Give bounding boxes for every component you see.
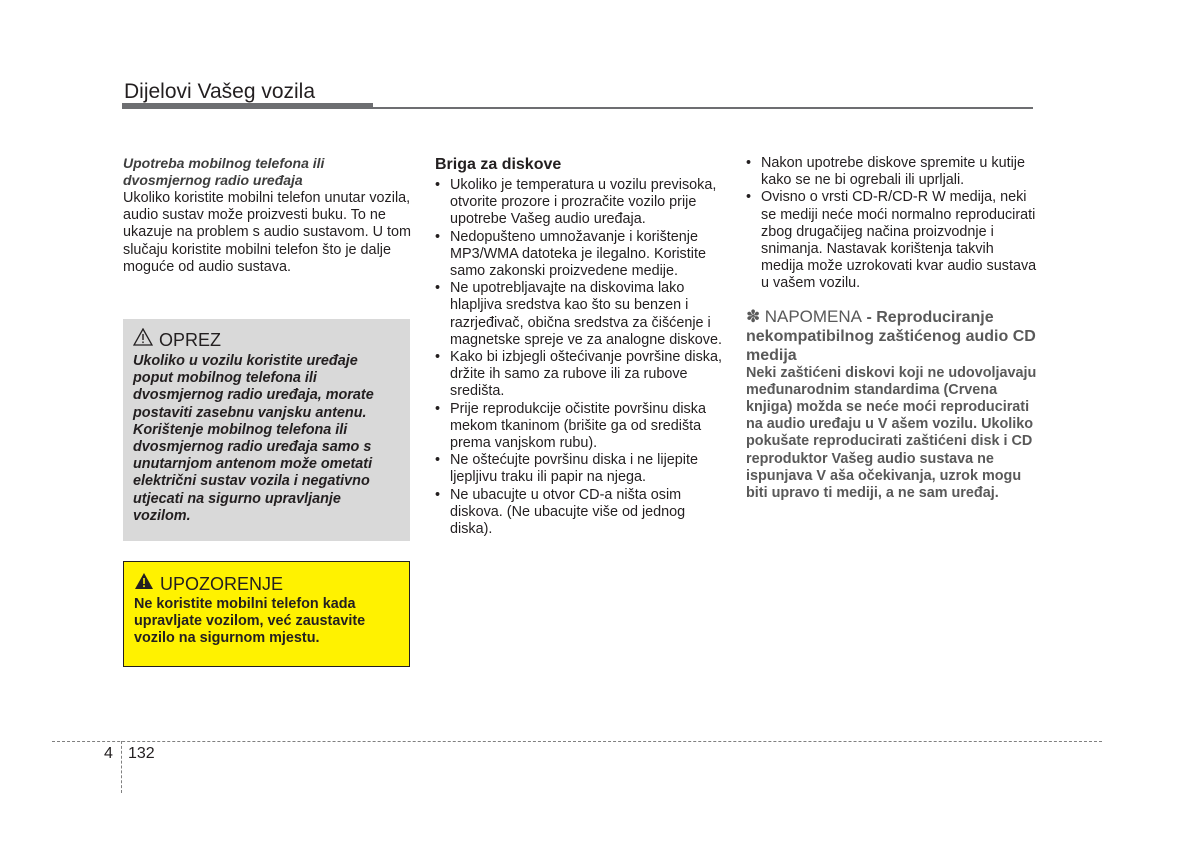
- caution-text: Ukoliko u vozilu koristite uređaje poput mobilnog telefona ili dvosmjernog radio uređaja, morate postaviti zasebnu vanjsku antenu. Korištenje mobilnog telefona ili dvosmjernog radio uređaja samo s unutarnjom antenom može ometati električni sustav vozila i negativno utjecati na sigurno upravljanje vozilom.: [133, 353, 374, 524]
- warning-triangle-icon: [134, 572, 160, 595]
- bullet: •: [435, 228, 441, 245]
- note-title: Reproduciranje nekompatibilnog zaštićenog audio CD medija: [746, 308, 1036, 364]
- footer-dashed-rule: [52, 741, 1102, 742]
- column-left: [123, 155, 413, 276]
- list-item: • Ne oštećujte površinu diska i ne lijepite ljepljivu traku ili papir na njega.: [435, 452, 698, 486]
- body-paragraph: Ukoliko koristite mobilni telefon unutar vozila, audio sustav može proizvesti buku. To ne ukazuje na problem s audio sustavom. U tom slučaju koristite mobilni telefon što je dalje moguće od audio sustava.: [123, 190, 411, 275]
- note-block: [746, 307, 1038, 503]
- header-rule-thick: [122, 103, 373, 109]
- note-symbol-icon: ✽: [746, 306, 761, 326]
- bullet: •: [435, 400, 441, 417]
- bullet: •: [435, 280, 441, 297]
- section-subheading: Upotreba mobilnog telefona ili dvosmjernog radio uređaja: [123, 155, 325, 188]
- bullet: •: [746, 189, 752, 206]
- bullet: •: [435, 452, 441, 469]
- warning-text: Ne koristite mobilni telefon kada upravljate vozilom, već zaustavite vozilo na sigurnom mjestu.: [134, 596, 366, 647]
- note-heading: [746, 307, 1038, 365]
- list-item: • Prije reprodukcije očistite površinu diska mekom tkaninom (brišite ga od središta prema vanjskom rubu).: [435, 400, 706, 452]
- bullet: •: [435, 486, 441, 503]
- note-text: Neki zaštićeni diskovi koji ne udovoljavaju međunarodnim standardima (Crvena knjiga) možda se neće moći reproducirati na audio uređaju u V ašem vozilu. Ukoliko pokušate reproducirati zaštićeni disk i CD reproduktor Vašeg audio sustava ne ispunjava V aša očekivanja, uzrok mogu biti upravo ti mediji, a ne sam uređaj.: [746, 364, 1037, 502]
- list-item: • Nakon upotrebe diskove spremite u kutije kako se ne bi ogrebali ili uprljali.: [746, 155, 1025, 189]
- disc-care-list: [435, 177, 727, 538]
- warning-box: [123, 561, 410, 667]
- caution-triangle-icon: [133, 328, 159, 351]
- disc-care-list-continued: [746, 155, 1038, 293]
- caution-heading: [133, 328, 400, 351]
- note-dash: -: [866, 308, 872, 326]
- page-number: 132: [128, 745, 155, 762]
- list-item: • Kako bi izbjegli oštećivanje površine diska, držite ih samo za rubove ili za rubove središta.: [435, 349, 722, 400]
- section-title: Briga za diskove: [435, 156, 562, 173]
- list-item: • Ne upotrebljavajte na diskovima lako hlapljiva sredstva kao što su benzen i razrjeđivač, obična sredstva za čišćenje i magnetske spreje ve za analogne diskove.: [435, 280, 722, 348]
- chapter-number: 4: [104, 745, 113, 762]
- caution-box: [123, 319, 410, 541]
- list-item: • Ne ubacujte u otvor CD-a ništa osim diskova. (Ne ubacujte više od jednog diska).: [435, 486, 686, 538]
- caution-title: OPREZ: [159, 329, 222, 350]
- bullet: •: [746, 155, 752, 171]
- column-right: [746, 155, 1038, 502]
- header-rule-thin: [373, 107, 1033, 109]
- warning-title: UPOZORENJE: [160, 573, 284, 594]
- bullet: •: [435, 349, 441, 366]
- list-item: • Ukoliko je temperatura u vozilu previsoka, otvorite prozore i prozračite vozilo prije upotrebe Vašeg audio uređaja.: [435, 177, 717, 228]
- warning-heading: [134, 572, 399, 595]
- column-middle: [435, 155, 727, 538]
- list-item: • Ovisno o vrsti CD-R/CD-R W medija, neki se mediji neće moći normalno reproducirati zbog drugačijeg načina proizvodnje i snimanja. Nastavak korištenja takvih medija može uzrokovati kvar audio sustava u vašem vozilu.: [746, 189, 1037, 292]
- footer-dashed-divider: [121, 741, 122, 793]
- bullet: •: [435, 177, 441, 193]
- list-item: • Nedopušteno umnožavanje i korištenje MP3/WMA datoteka je ilegalno. Koristite samo zakonski proizvedene medije.: [435, 228, 706, 280]
- note-label: NAPOMENA: [764, 306, 862, 326]
- page-header-title: Dijelovi Vašeg vozila: [124, 80, 316, 103]
